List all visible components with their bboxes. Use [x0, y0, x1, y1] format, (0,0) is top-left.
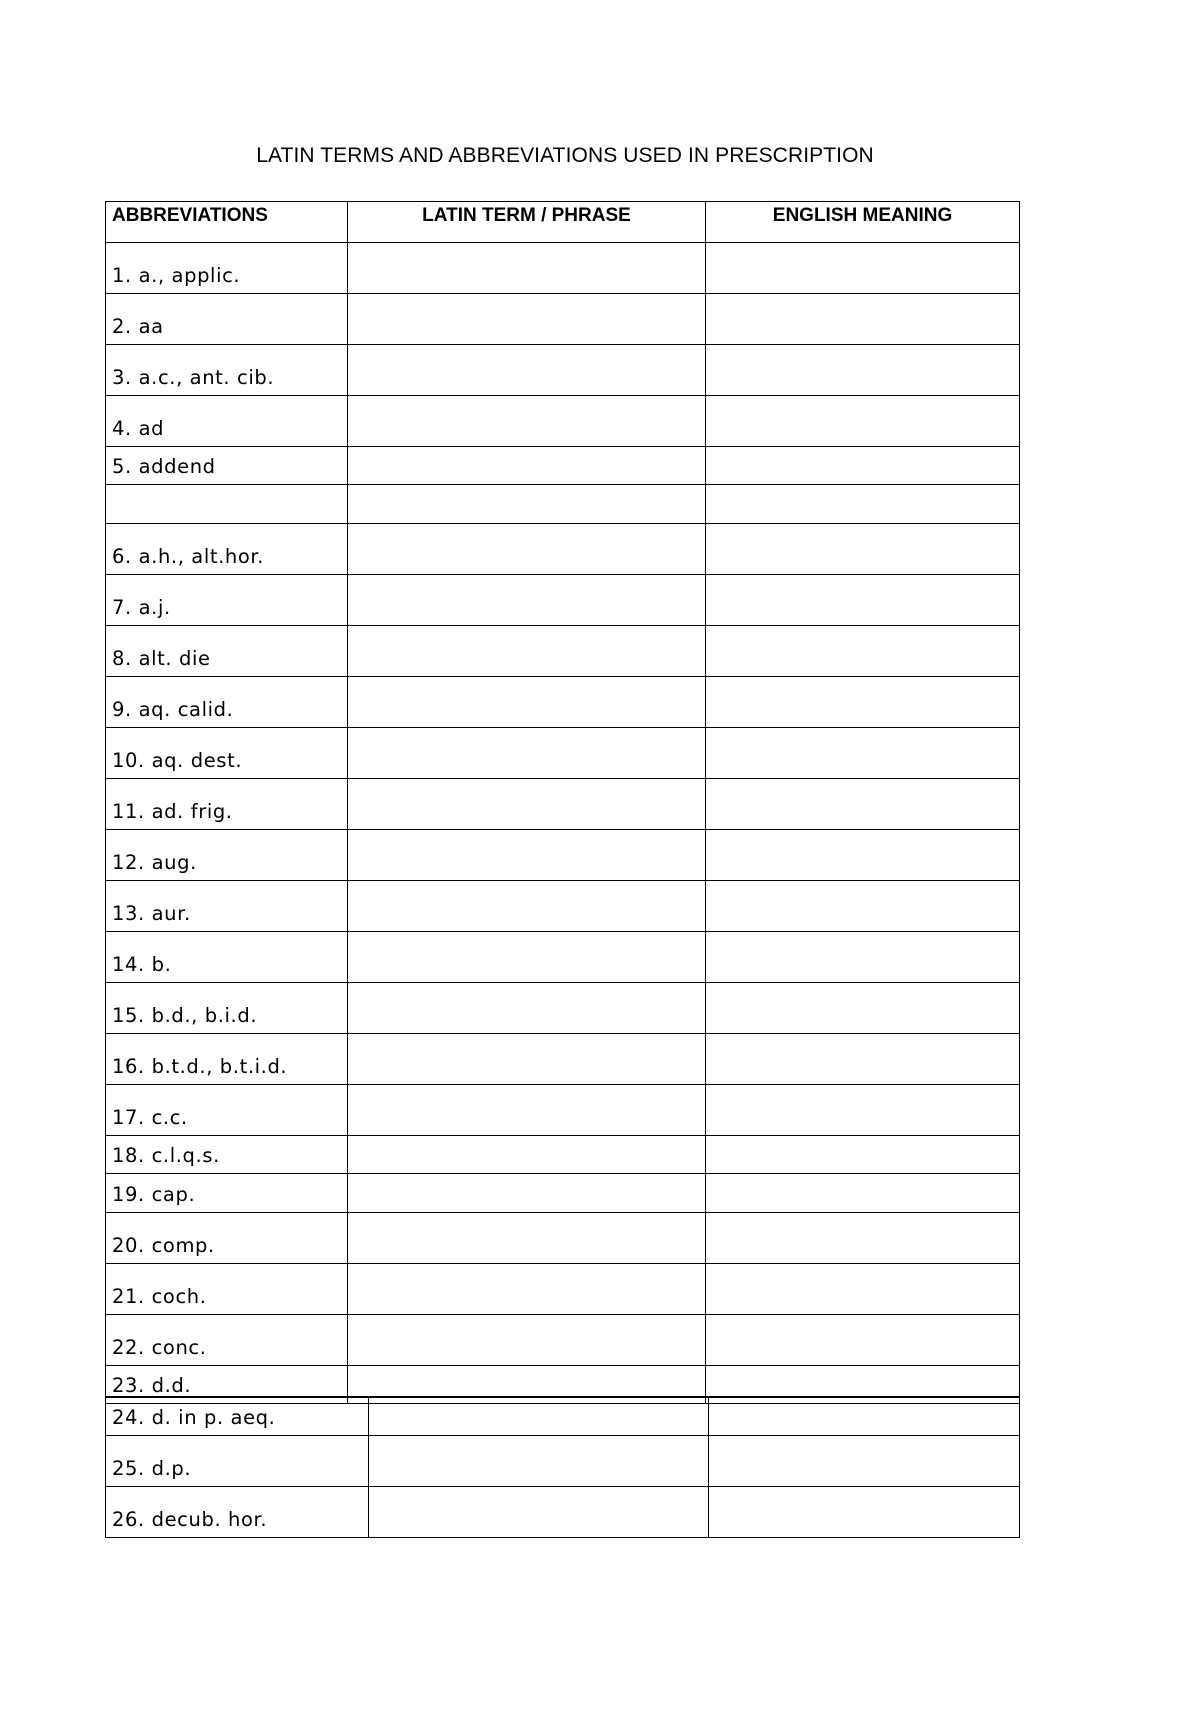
table-row	[106, 1136, 1020, 1174]
english-meaning-cell[interactable]	[706, 1085, 1020, 1136]
latin-term-cell[interactable]	[369, 1435, 709, 1486]
latin-term-cell[interactable]	[348, 1213, 706, 1264]
english-meaning-cell[interactable]	[706, 1315, 1020, 1366]
latin-term-cell[interactable]	[348, 447, 706, 485]
abbreviation-cell: 26. decub. hor.	[106, 1486, 369, 1537]
table-row	[106, 626, 1020, 677]
latin-term-cell[interactable]	[348, 575, 706, 626]
column-header-latin-term: LATIN TERM / PHRASE	[348, 202, 706, 243]
latin-term-cell[interactable]	[348, 1315, 706, 1366]
latin-term-cell[interactable]	[348, 881, 706, 932]
english-meaning-cell[interactable]	[706, 294, 1020, 345]
abbreviation-cell: 7. a.j.	[106, 575, 348, 626]
abbreviation-cell: 16. b.t.d., b.t.i.d.	[106, 1034, 348, 1085]
table-row	[106, 485, 1020, 524]
table-row	[106, 677, 1020, 728]
table-row	[106, 1315, 1020, 1366]
table-row	[106, 345, 1020, 396]
english-meaning-cell[interactable]	[706, 881, 1020, 932]
latin-term-cell[interactable]	[348, 345, 706, 396]
table-body	[106, 243, 1020, 1404]
table-row	[106, 830, 1020, 881]
english-meaning-cell[interactable]	[709, 1397, 1020, 1435]
abbreviation-cell: 13. aur.	[106, 881, 348, 932]
abbreviation-cell: 5. addend	[106, 447, 348, 485]
table-row	[106, 1174, 1020, 1213]
abbreviation-cell: 1. a., applic.	[106, 243, 348, 294]
latin-term-cell[interactable]	[348, 677, 706, 728]
latin-term-cell[interactable]	[348, 485, 706, 524]
english-meaning-cell[interactable]	[706, 1264, 1020, 1315]
table-row	[106, 294, 1020, 345]
latin-term-cell[interactable]	[348, 1136, 706, 1174]
table-row	[106, 1085, 1020, 1136]
latin-term-cell[interactable]	[348, 779, 706, 830]
table-row	[106, 1034, 1020, 1085]
latin-term-cell[interactable]	[348, 1034, 706, 1085]
english-meaning-cell[interactable]	[706, 830, 1020, 881]
latin-term-cell[interactable]	[369, 1397, 709, 1435]
table-row	[106, 779, 1020, 830]
abbreviation-cell: 9. aq. calid.	[106, 677, 348, 728]
latin-term-cell[interactable]	[348, 396, 706, 447]
english-meaning-cell[interactable]	[706, 485, 1020, 524]
latin-term-cell[interactable]	[348, 294, 706, 345]
table-row	[106, 447, 1020, 485]
column-header-abbreviations: ABBREVIATIONS	[106, 202, 348, 243]
latin-term-cell[interactable]	[348, 524, 706, 575]
english-meaning-cell[interactable]	[706, 1136, 1020, 1174]
latin-term-cell[interactable]	[348, 728, 706, 779]
table-row	[106, 1213, 1020, 1264]
abbreviation-cell: 24. d. in p. aeq.	[106, 1397, 369, 1435]
table-row	[106, 881, 1020, 932]
table-header-row	[106, 202, 1020, 243]
latin-term-cell[interactable]	[348, 830, 706, 881]
abbreviation-cell	[106, 485, 348, 524]
abbreviation-cell: 19. cap.	[106, 1174, 348, 1213]
english-meaning-cell[interactable]	[706, 779, 1020, 830]
latin-term-cell[interactable]	[348, 243, 706, 294]
table-row	[106, 243, 1020, 294]
table-row	[106, 1397, 1020, 1435]
table-row	[106, 983, 1020, 1034]
latin-term-cell[interactable]	[348, 1174, 706, 1213]
english-meaning-cell[interactable]	[706, 728, 1020, 779]
latin-term-cell[interactable]	[348, 626, 706, 677]
abbreviation-cell: 18. c.l.q.s.	[106, 1136, 348, 1174]
english-meaning-cell[interactable]	[706, 932, 1020, 983]
table-row	[106, 1264, 1020, 1315]
abbreviation-cell: 23. d.d.	[106, 1366, 348, 1404]
abbreviation-cell: 11. ad. frig.	[106, 779, 348, 830]
abbreviation-cell: 17. c.c.	[106, 1085, 348, 1136]
latin-term-cell[interactable]	[348, 1264, 706, 1315]
abbreviation-cell: 12. aug.	[106, 830, 348, 881]
latin-term-cell[interactable]	[369, 1486, 709, 1537]
english-meaning-cell[interactable]	[706, 345, 1020, 396]
abbreviation-cell: 10. aq. dest.	[106, 728, 348, 779]
abbreviation-cell: 20. comp.	[106, 1213, 348, 1264]
english-meaning-cell[interactable]	[706, 626, 1020, 677]
english-meaning-cell[interactable]	[706, 447, 1020, 485]
english-meaning-cell[interactable]	[706, 1034, 1020, 1085]
abbreviation-cell: 4. ad	[106, 396, 348, 447]
abbreviation-cell: 21. coch.	[106, 1264, 348, 1315]
abbreviation-cell: 22. conc.	[106, 1315, 348, 1366]
abbreviations-table-continued	[105, 1396, 1020, 1538]
abbreviation-cell: 3. a.c., ant. cib.	[106, 345, 348, 396]
table-body-continued	[106, 1397, 1020, 1537]
english-meaning-cell[interactable]	[706, 243, 1020, 294]
table-row	[106, 1486, 1020, 1537]
document-title: LATIN TERMS AND ABBREVIATIONS USED IN PRESCRIPTION	[256, 144, 874, 167]
table-row	[106, 728, 1020, 779]
english-meaning-cell[interactable]	[709, 1435, 1020, 1486]
abbreviation-cell: 15. b.d., b.i.d.	[106, 983, 348, 1034]
latin-term-cell[interactable]	[348, 1085, 706, 1136]
abbreviation-cell: 25. d.p.	[106, 1435, 369, 1486]
abbreviation-cell: 2. aa	[106, 294, 348, 345]
english-meaning-cell[interactable]	[706, 677, 1020, 728]
english-meaning-cell[interactable]	[706, 1213, 1020, 1264]
abbreviation-cell: 8. alt. die	[106, 626, 348, 677]
table-row	[106, 396, 1020, 447]
table-row	[106, 1435, 1020, 1486]
table-row	[106, 524, 1020, 575]
abbreviations-table	[105, 201, 1020, 1404]
english-meaning-cell[interactable]	[706, 1174, 1020, 1213]
english-meaning-cell[interactable]	[706, 575, 1020, 626]
latin-term-cell[interactable]	[348, 932, 706, 983]
english-meaning-cell[interactable]	[706, 524, 1020, 575]
abbreviation-cell: 6. a.h., alt.hor.	[106, 524, 348, 575]
english-meaning-cell[interactable]	[706, 396, 1020, 447]
latin-term-cell[interactable]	[348, 983, 706, 1034]
english-meaning-cell[interactable]	[709, 1486, 1020, 1537]
column-header-english-meaning: ENGLISH MEANING	[706, 202, 1020, 243]
abbreviation-cell: 14. b.	[106, 932, 348, 983]
table-row	[106, 575, 1020, 626]
table-row	[106, 932, 1020, 983]
english-meaning-cell[interactable]	[706, 983, 1020, 1034]
